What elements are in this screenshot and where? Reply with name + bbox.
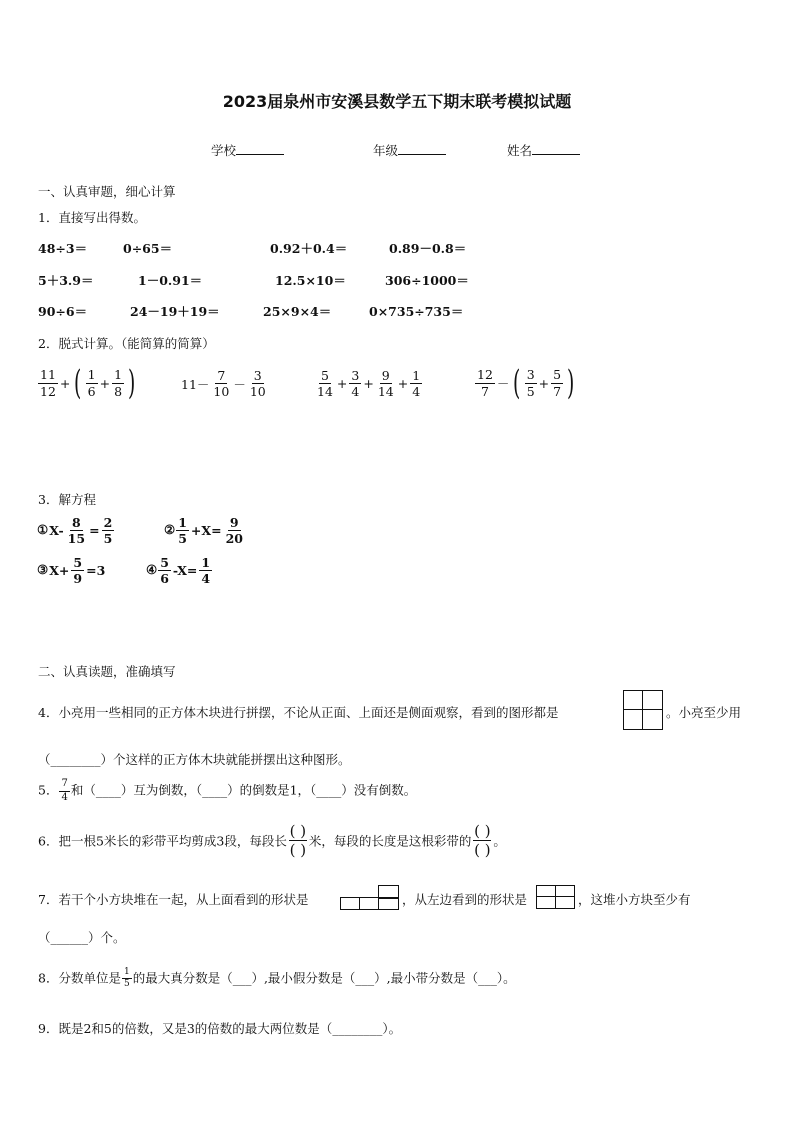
q3-equation-3: ③X+ $\frac{5}{9}$ =3 — [37, 555, 106, 587]
q1-item: 0÷65＝ — [123, 241, 173, 256]
q3-equation-4: ④ $\frac{5}{6}$ -X= $\frac{1}{4}$ — [146, 555, 211, 587]
q1-item: 0.92＋0.4＝ — [270, 241, 348, 256]
q1-item: 0.89－0.8＝ — [389, 241, 467, 256]
q9-line: 9．既是2和5的倍数，又是3的倍数的最大两位数是（________）。 — [38, 1021, 402, 1036]
q1-item: 0×735÷735＝ — [369, 304, 464, 319]
q7-top-view-figure — [340, 885, 400, 909]
q3-equation-1: ①X- $\frac{8}{15}$ = $\frac{2}{5}$ — [37, 515, 113, 547]
q1-item: 25×9×4＝ — [263, 304, 332, 319]
q3-label: 3．解方程 — [38, 492, 96, 507]
q5-line: 5． $\frac{7}{4}$ 和（____）互为倒数，（____）的倒数是1，（____）没有倒数。 — [38, 778, 417, 803]
q7-text-b: ，从左边看到的形状是 — [402, 892, 528, 907]
q7-left-view-figure — [536, 885, 576, 909]
q1-label: 1．直接写出得数。 — [38, 210, 146, 225]
q4-text-c: （________）个这样的正方体木块就能拼摆出这种图形。 — [38, 752, 351, 767]
q1-item: 1－0.91＝ — [138, 273, 203, 288]
q2-expression-1: $\frac{11}{12}$ + ( $\frac{1}{6}$ + $\frac{1}{8}$ ) — [40, 363, 136, 403]
q4-text-a: 4．小亮用一些相同的正方体木块进行拼摆，不论从正面、上面还是侧面观察，看到的图形都是 — [38, 705, 559, 720]
school-label: 学校 — [211, 143, 237, 158]
grade-field[interactable] — [373, 141, 446, 159]
q8-line: 8．分数单位是 $\frac{1}{5}$ 的最大真分数是（___）,最小假分数是（___）,最小带分数是（___）。 — [38, 967, 516, 990]
q7-text-d: （______）个。 — [38, 930, 126, 945]
q4-text-b: 。小亮至少用 — [666, 705, 742, 720]
q2-expression-2: 11－ $\frac{7}{10}$ － $\frac{3}{10}$ — [181, 368, 266, 400]
section-1-heading: 一、认真审题，细心计算 — [38, 184, 176, 199]
q1-item: 24－19＋19＝ — [130, 304, 220, 319]
section-2-heading: 二、认真读题，准确填写 — [38, 664, 176, 679]
school-field[interactable] — [211, 141, 284, 159]
q1-item: 5＋3.9＝ — [38, 273, 94, 288]
q3-equation-2: ② $\frac{1}{5}$ +X= $\frac{9}{20}$ — [164, 515, 243, 547]
q2-expression-4: $\frac{12}{7}$ － ( $\frac{3}{5}$ + $\frac{5}{7}$ ) — [477, 363, 575, 403]
q1-item: 48÷3＝ — [38, 241, 88, 256]
q1-item: 306÷1000＝ — [385, 273, 469, 288]
q6-line: 6．把一根5米长的彩带平均剪成3段，每段长 $\frac{( )}{( )}$ 米，每段的长度是这根彩带的 $\frac{( )}{( )}$ 。 — [38, 822, 506, 859]
page-title: 2023届泉州市安溪县数学五下期末联考模拟试题 — [222, 92, 572, 111]
q1-item: 12.5×10＝ — [275, 273, 346, 288]
q2-label: 2．脱式计算。（能简算的简算） — [38, 336, 215, 351]
q1-item: 90÷6＝ — [38, 304, 88, 319]
q7-text-a: 7．若干个小方块堆在一起，从上面看到的形状是 — [38, 892, 309, 907]
name-field[interactable] — [507, 141, 580, 159]
q2-expression-3: $\frac{5}{14}$ + $\frac{3}{4}$ + $\frac{9}{14}$ + $\frac{1}{4}$ — [317, 368, 421, 400]
q4-square-grid-figure — [623, 690, 663, 730]
q7-text-c: ，这堆小方块至少有 — [578, 892, 691, 907]
grade-label: 年级 — [373, 143, 399, 158]
name-label: 姓名 — [507, 143, 533, 158]
